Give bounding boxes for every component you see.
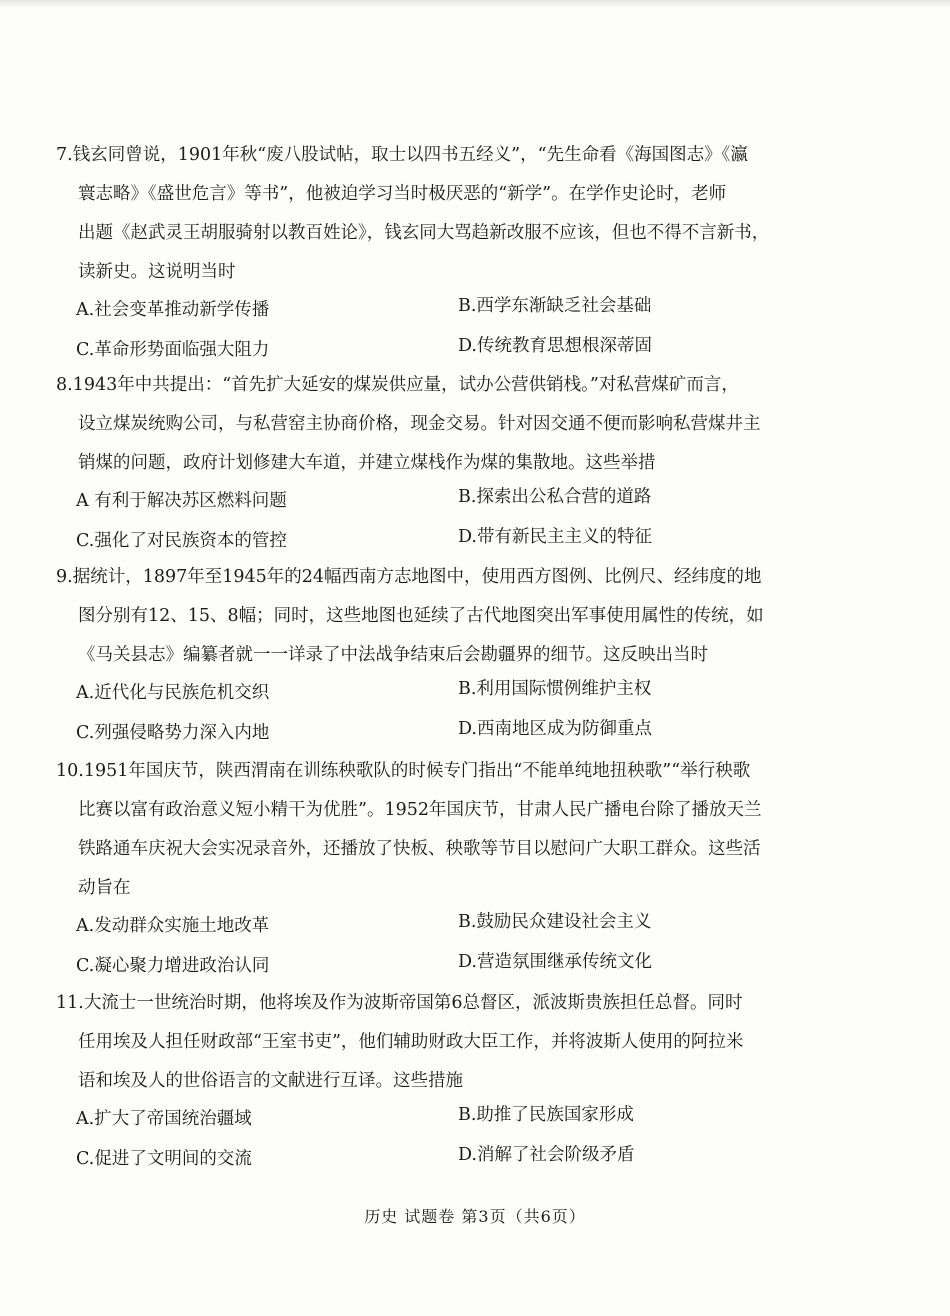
option-d: D.西南地区成为防御重点 (458, 719, 652, 739)
options (56, 483, 796, 567)
stem-line: 出题《赵武灵王胡服骑射以教百姓论》，钱玄同大骂趋新改服不应该，但也不得不言新书， (78, 223, 770, 243)
stem-line: 读新史。这说明当时 (78, 262, 236, 282)
question-10 (56, 752, 796, 992)
page-footer: 历史 试题卷 第3页（共6页） (364, 1207, 586, 1226)
stem-line: 语和埃及人的世俗语言的文献进行互译。这些措施 (78, 1071, 463, 1091)
option-c: C.强化了对民族资本的管控 (76, 531, 287, 551)
option-d: D.消解了社会阶级矛盾 (458, 1145, 635, 1165)
stem-line: 比赛以富有政治意义短小精干为优胜”。1952年国庆节，甘肃人民广播电台除了播放天兰 (78, 800, 762, 820)
option-c: C.促进了文明间的交流 (76, 1149, 252, 1169)
question-stem (56, 752, 796, 908)
scan-edge (0, 0, 950, 8)
stem-line: 9.据统计，1897年至1945年的24幅西南方志地图中，使用西方图例、比例尺、经纬度的地 (56, 567, 762, 587)
stem-line: 任用埃及人担任财政部“王室书吏”，他们辅助财政大臣工作，并将波斯人使用的阿拉米 (78, 1032, 744, 1052)
option-a: A.社会变革推动新学传播 (76, 300, 270, 320)
stem-line: 销煤的问题，政府计划修建大车道，并建立煤栈作为煤的集散地。这些举措 (78, 453, 656, 473)
question-stem (56, 136, 796, 292)
stem-line: 图分别有12、15、8幅；同时，这些地图也延续了古代地图突出军事使用属性的传统，如 (78, 606, 764, 626)
question-8 (56, 366, 796, 567)
options (56, 675, 796, 759)
option-c: C.列强侵略势力深入内地 (76, 723, 270, 743)
stem-line: 11.大流士一世统治时期，他将埃及作为波斯帝国第6总督区，派波斯贵族担任总督。同时 (56, 993, 743, 1013)
options (56, 908, 796, 992)
stem-line: 7.钱玄同曾说，1901年秋“废八股试帖，取士以四书五经义”，“先生命看《海国图志》《瀛 (56, 145, 748, 165)
question-11 (56, 984, 796, 1185)
question-stem (56, 366, 796, 483)
option-a: A.扩大了帝国统治疆域 (76, 1109, 252, 1129)
option-d: D.传统教育思想根深蒂固 (458, 336, 652, 356)
stem-line: 设立煤炭统购公司，与私营窑主协商价格，现金交易。针对因交通不便而影响私营煤井主 (78, 414, 761, 434)
option-b: B.西学东渐缺乏社会基础 (458, 296, 652, 316)
option-d: D.带有新民主主义的特征 (458, 527, 652, 547)
option-c: C.凝心聚力增进政治认同 (76, 956, 270, 976)
option-b: B.助推了民族国家形成 (458, 1105, 634, 1125)
option-a: A.发动群众实施土地改革 (76, 916, 270, 936)
question-stem (56, 558, 796, 675)
option-a: A 有利于解决苏区燃料问题 (76, 491, 287, 511)
option-c: C.革命形势面临强大阻力 (76, 340, 270, 360)
stem-line: 《马关县志》编纂者就一一详录了中法战争结束后会勘疆界的细节。这反映出当时 (78, 645, 708, 665)
stem-line: 铁路通车庆祝大会实况录音外，还播放了快板、秧歌等节目以慰问广大职工群众。这些活 (78, 839, 761, 859)
stem-line: 10.1951年国庆节，陕西渭南在训练秧歌队的时候专门指出“不能单纯地扭秧歌”“举行秧歌 (56, 761, 751, 781)
question-stem (56, 984, 796, 1101)
stem-line: 寰志略》《盛世危言》等书”，他被迫学习当时极厌恶的“新学”。在学作史论时，老师 (78, 184, 727, 204)
option-b: B.探索出公私合营的道路 (458, 487, 652, 507)
option-a: A.近代化与民族危机交织 (76, 683, 270, 703)
option-b: B.利用国际惯例维护主权 (458, 679, 652, 699)
stem-line: 8.1943年中共提出：“首先扩大延安的煤炭供应量，试办公营供销栈。”对私营煤矿而言， (56, 375, 739, 395)
options (56, 292, 796, 376)
question-7 (56, 136, 796, 376)
option-b: B.鼓励民众建设社会主义 (458, 912, 652, 932)
options (56, 1101, 796, 1185)
stem-line: 动旨在 (78, 878, 131, 898)
option-d: D.营造氛围继承传统文化 (458, 952, 652, 972)
question-9 (56, 558, 796, 759)
